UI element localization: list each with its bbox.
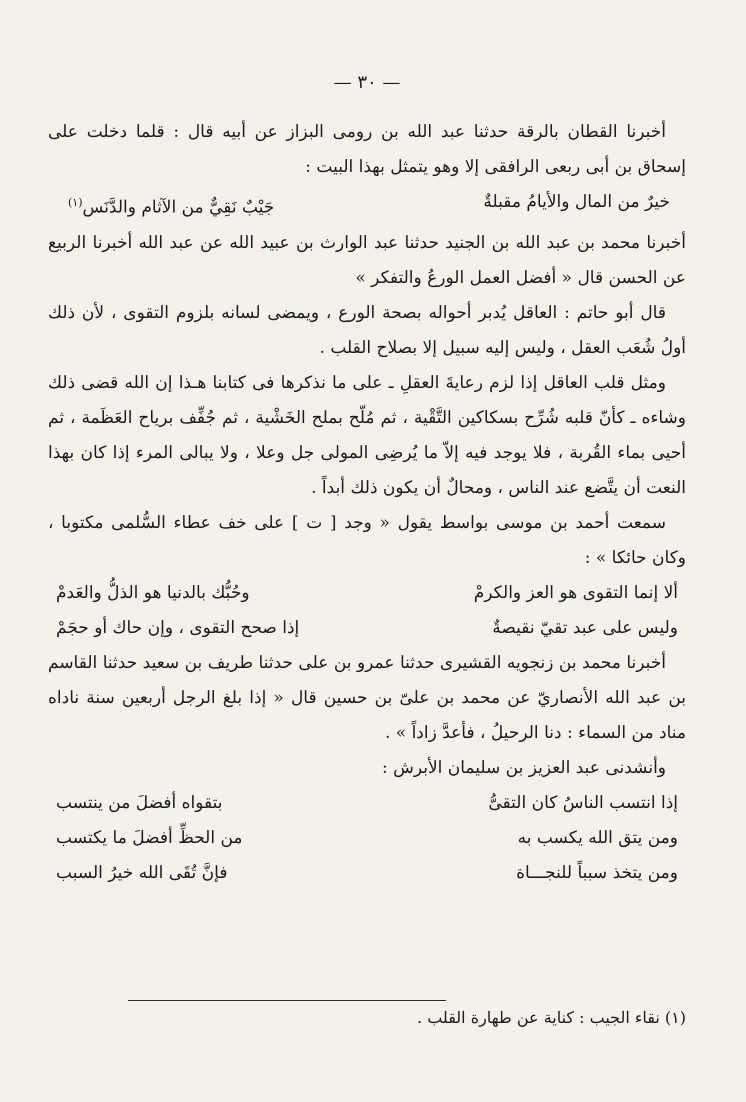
verse-1-first-hemistich: خيرٌ من المال والأيامُ مقبلةٌ xyxy=(483,192,670,212)
paragraph-7: وأنشدنى عبد العزيز بن سليمان الأبرش : xyxy=(381,757,666,778)
paragraph-2: أخبرنا محمد بن عبد الله بن الجنيد حدثنا عبد الوارث بن عبيد الله عن عبد الله أخبرنا الربيع عن الحسن قال « أفضل العمل الورعُ والتفكر » xyxy=(48,232,686,288)
verse-6-first-hemistich: ومن يتخذ سبباً للنجـــاة xyxy=(516,862,678,883)
verse-5 xyxy=(48,821,686,856)
body-text xyxy=(48,115,686,891)
verse-1 xyxy=(48,185,686,226)
page-number: — ٣٠ — xyxy=(333,72,401,93)
verse-4-second-hemistich: بتقواه أفضلَ من ينتسب xyxy=(56,792,223,813)
verse-3-second-hemistich: إذا صحح التقوى ، وإن حاك أو حجَمْ xyxy=(56,617,300,638)
verse-3-first-hemistich: وليس على عبد تقيّ نقيصةٌ xyxy=(492,617,678,638)
verse-4-first-hemistich: إذا انتسب الناسُ كان التقىُّ xyxy=(488,792,678,813)
verse-1-second-hemistich-text: جَيْبٌ نَقِيٌّ من الآثام والدَّنَس xyxy=(82,197,275,218)
verse-6-second-hemistich: فإنَّ تُقَى الله خيرُ السبب xyxy=(56,862,228,883)
verse-5-first-hemistich: ومن يتق الله يكسب به xyxy=(517,827,678,848)
verse-2-first-hemistich: ألا إنما التقوى هو العز والكرمْ xyxy=(473,582,678,603)
footnote: (١) نقاء الجيب : كناية عن طهارة القلب . xyxy=(417,1008,686,1027)
paragraph-1: أخبرنا القطان بالرقة حدثنا عبد الله بن رومى البزاز عن أبيه قال : قلما دخلت على إسحاق بن أبى ربعى الرافقى إلا وهو يتمثل بهذا البيت : xyxy=(48,122,686,177)
paragraph-4: ومثل قلب العاقل إذا لزم رعايةَ العقلِ ـ على ما نذكرها فى كتابنا هـذا إن الله قضى ذلك وشاءه ـ كأنّ قلبه شُرِّح بسكاكين التَّقْية ، ثم مُلّح بملح الخَشْية ، ثم جُفِّف برياح العَظَمة ، ثم أحيى بماء القُربة ، فلا يوجد فيه إلاّ ما يُرضِى المولى جل وعلا ، ولا يبالى المرء إذا كان بهذا النعت أن يتَّضع عند الناس ، ومحالٌ أن يكون ذلك أبداً . xyxy=(48,372,686,498)
paragraph-3: قال أبو حاتم : العاقل يُدبر أحواله بصحة الورع ، ويمضى لسانه بلزوم التقوى ، لأن ذلك أولُ شُعَب العقل ، وليس إليه سبيل إلا بصلاح القلب . xyxy=(48,302,686,358)
footnote-marker: (١) xyxy=(68,196,83,209)
verse-6 xyxy=(48,856,686,891)
verse-3 xyxy=(48,611,686,646)
verse-1-second-hemistich xyxy=(68,185,274,226)
paragraph-6: أخبرنا محمد بن زنجويه القشيرى حدثنا عمرو بن على حدثنا طريف بن سعيد حدثنا القاسم بن عبد الله الأنصاريّ عن محمد بن علىّ بن حسين قال « إذا بلغ الرجل أربعين سنة ناداه مناد من السماء : دنا الرحيلُ ، فأعدَّ زاداً » . xyxy=(48,652,686,743)
verse-4 xyxy=(48,786,686,821)
footnote-divider xyxy=(128,1000,446,1001)
verse-2-second-hemistich: وحُبُّك بالدنيا هو الذلُّ والعَدمْ xyxy=(56,582,250,603)
verse-5-second-hemistich: من الحظِّ أفضلَ ما يكتسب xyxy=(56,827,243,848)
verse-2 xyxy=(48,576,686,611)
paragraph-5: سمعت أحمد بن موسى بواسط يقول « وجد [ ت ] على خف عطاء السُّلمى مكتوبا ، وكان حائكا » : xyxy=(48,512,686,568)
